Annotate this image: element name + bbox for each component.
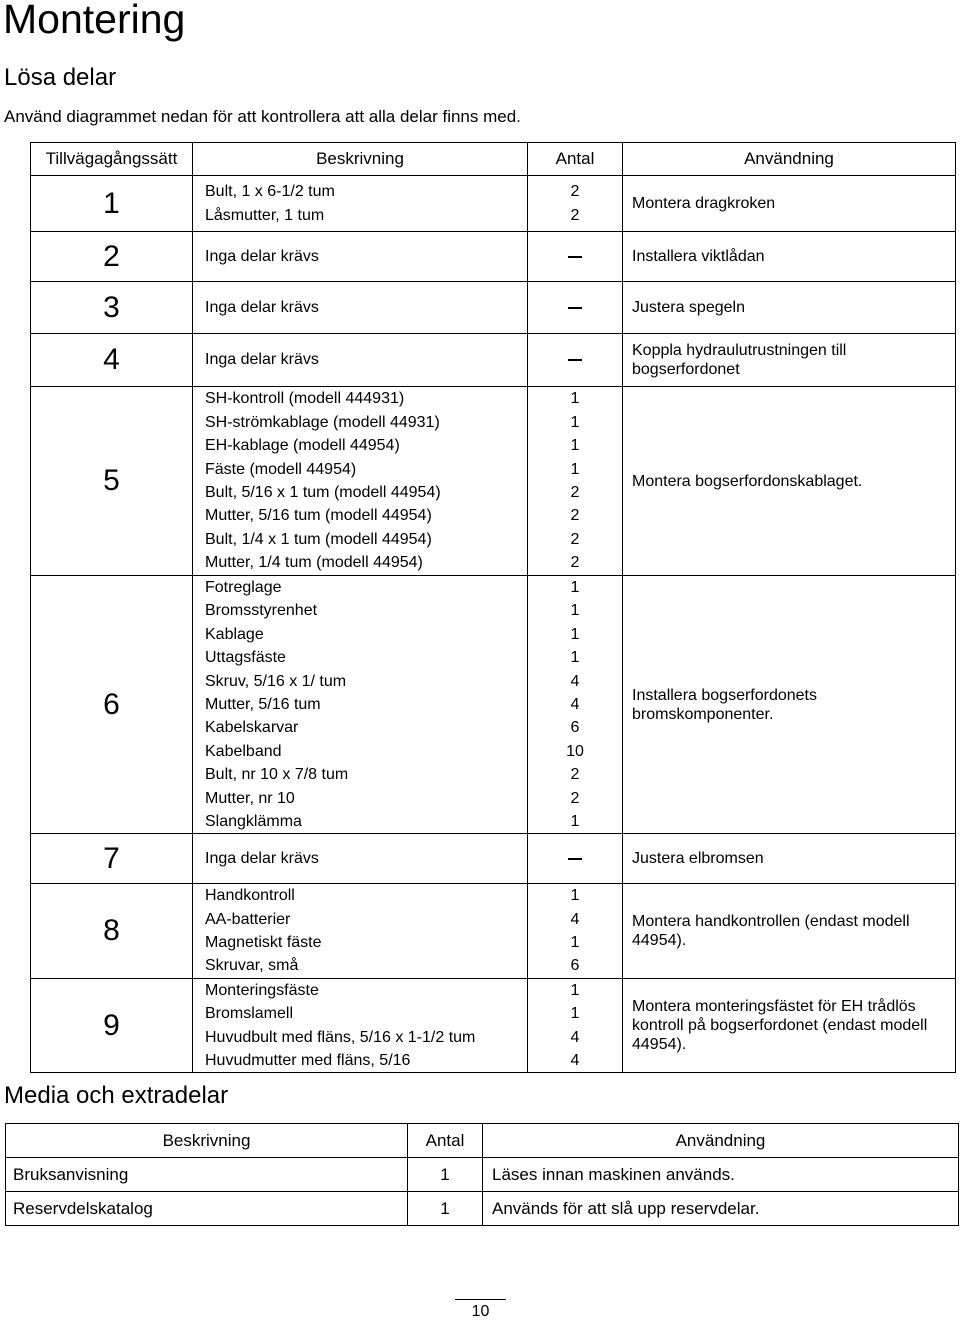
step-number: 6: [31, 576, 193, 834]
part-quantity: 1: [570, 981, 580, 999]
part-quantity-dash: [528, 296, 622, 319]
part-quantity: 4: [570, 695, 580, 713]
part-description-cell: [193, 576, 528, 834]
part-quantity-dash: [528, 245, 622, 268]
part-quantity-cell: [528, 978, 623, 1073]
part-description: Monteringsfäste: [205, 981, 319, 999]
parts-row-8: [31, 884, 956, 979]
part-quantity: 1: [570, 1005, 580, 1023]
media-header-description: Beskrivning: [6, 1124, 408, 1158]
part-quantity: 1: [570, 413, 580, 431]
usage-text: Montera handkontrollen (endast modell 44954).: [623, 884, 956, 979]
dash-mark: [568, 256, 582, 258]
header-usage: Användning: [623, 143, 956, 176]
part-description: Inga delar krävs: [205, 351, 319, 369]
part-description: EH-kablage (modell 44954): [205, 437, 400, 455]
media-table: [5, 1123, 959, 1226]
media-row: [6, 1158, 959, 1192]
step-number: 8: [31, 884, 193, 979]
parts-row-3: [31, 282, 956, 334]
media-usage: Används för att slå upp reservdelar.: [483, 1192, 959, 1226]
dash-mark: [568, 858, 582, 860]
part-description-cell: [193, 334, 528, 387]
part-description-cell: [193, 834, 528, 884]
part-quantity: 4: [570, 672, 580, 690]
media-header-usage: Användning: [483, 1124, 959, 1158]
part-quantity: 2: [570, 789, 580, 807]
parts-table-header-row: [31, 143, 956, 176]
media-usage: Läses innan maskinen används.: [483, 1158, 959, 1192]
part-quantity-cell: [528, 334, 623, 387]
parts-row-2: [31, 232, 956, 282]
part-quantity-dash: [528, 847, 622, 870]
part-quantity-cell: [528, 834, 623, 884]
media-quantity: 1: [408, 1192, 483, 1226]
part-description: Bromslamell: [205, 1005, 294, 1023]
part-description: Uttagsfäste: [205, 649, 286, 667]
part-quantity: 4: [570, 1028, 580, 1046]
usage-text: Montera bogserfordonskablaget.: [623, 387, 956, 576]
part-quantity: 2: [570, 206, 580, 224]
parts-row-7: [31, 834, 956, 884]
dash-mark: [568, 359, 582, 361]
part-description: Mutter, 5/16 tum (modell 44954): [205, 507, 432, 525]
part-quantity: 1: [570, 812, 580, 830]
part-description-cell: [193, 884, 528, 979]
part-quantity: 2: [570, 484, 580, 501]
part-quantity: 2: [570, 530, 580, 548]
part-description: Bromsstyrenhet: [205, 602, 318, 620]
section-heading-loose-parts: Lösa delar: [4, 64, 117, 91]
section-heading-media: Media och extradelar: [4, 1082, 229, 1109]
part-quantity-cell: [528, 884, 623, 979]
part-description: Huvudbult med fläns, 5/16 x 1-1/2 tum: [205, 1028, 476, 1046]
part-description-cell: [193, 387, 528, 576]
part-quantity: 4: [570, 910, 580, 928]
part-quantity: 1: [570, 579, 580, 596]
step-number: 5: [31, 387, 193, 576]
parts-row-6: [31, 576, 956, 834]
part-description: Handkontroll: [205, 887, 295, 905]
part-quantity-cell: [528, 387, 623, 576]
part-quantity: 6: [570, 719, 580, 737]
footer-rule: [455, 1299, 506, 1300]
part-description: Inga delar krävs: [205, 850, 319, 868]
media-description: Reservdelskatalog: [6, 1192, 408, 1226]
parts-table: [30, 142, 956, 1073]
part-quantity: 1: [570, 649, 580, 667]
media-table-body: [6, 1158, 959, 1226]
header-quantity: Antal: [528, 143, 623, 176]
part-description: Mutter, nr 10: [205, 789, 295, 807]
media-row: [6, 1192, 959, 1226]
usage-text: Installera bogserfordonets bromskomponenter.: [623, 576, 956, 834]
media-table-header-row: [6, 1124, 959, 1158]
part-description: Låsmutter, 1 tum: [205, 206, 325, 224]
part-quantity: 1: [570, 390, 580, 408]
part-quantity: 10: [566, 742, 584, 760]
part-description: AA-batterier: [205, 910, 291, 928]
part-description-cell: [193, 282, 528, 334]
part-description: Inga delar krävs: [205, 247, 319, 265]
part-quantity: 2: [570, 183, 580, 201]
usage-text: Justera spegeln: [623, 282, 956, 334]
part-description-cell: [193, 176, 528, 232]
part-quantity: 1: [570, 437, 580, 455]
header-procedure: Tillvägagångssätt: [31, 143, 193, 176]
usage-text: Justera elbromsen: [623, 834, 956, 884]
part-description: Mutter, 5/16 tum: [205, 695, 321, 713]
part-quantity: 1: [570, 602, 580, 620]
part-description: Magnetiskt fäste: [205, 934, 322, 952]
part-quantity: 1: [570, 625, 580, 643]
parts-row-5: [31, 387, 956, 576]
part-quantity: 1: [570, 887, 580, 905]
parts-row-1: [31, 176, 956, 232]
part-quantity-cell: [528, 232, 623, 282]
part-description: Bult, 1/4 x 1 tum (modell 44954): [205, 530, 432, 548]
usage-text: Installera viktlådan: [623, 232, 956, 282]
part-description: Huvudmutter med fläns, 5/16: [205, 1052, 411, 1070]
part-quantity: 2: [570, 554, 580, 572]
usage-text: Koppla hydraulutrustningen till bogserfordonet: [623, 334, 956, 387]
step-number: 3: [31, 282, 193, 334]
part-description-cell: [193, 978, 528, 1073]
part-description-cell: [193, 232, 528, 282]
media-description: Bruksanvisning: [6, 1158, 408, 1192]
step-number: 1: [31, 176, 193, 232]
part-quantity-cell: [528, 576, 623, 834]
part-description: Inga delar krävs: [205, 298, 319, 316]
parts-table-body: [31, 176, 956, 1073]
part-description: Bult, 1 x 6-1/2 tum: [205, 183, 335, 201]
part-quantity: 6: [570, 957, 580, 975]
step-number: 7: [31, 834, 193, 884]
part-quantity-cell: [528, 282, 623, 334]
header-description: Beskrivning: [193, 143, 528, 176]
part-description: Kabelband: [205, 742, 282, 760]
part-quantity: 4: [570, 1052, 580, 1070]
part-description: Skruvar, små: [205, 957, 299, 975]
part-description: Fäste (modell 44954): [205, 460, 357, 478]
dash-mark: [568, 307, 582, 309]
step-number: 4: [31, 334, 193, 387]
part-quantity: 1: [570, 460, 580, 478]
part-quantity: 1: [570, 934, 580, 952]
part-description: Kabelskarvar: [205, 719, 299, 737]
part-description: SH-strömkablage (modell 44931): [205, 413, 440, 431]
part-description: Kablage: [205, 625, 264, 643]
part-quantity: 2: [570, 507, 580, 525]
media-quantity: 1: [408, 1158, 483, 1192]
page-title: Montering: [3, 0, 186, 42]
part-description: Bult, nr 10 x 7/8 tum: [205, 766, 349, 784]
media-header-quantity: Antal: [408, 1124, 483, 1158]
part-description: Mutter, 1/4 tum (modell 44954): [205, 554, 423, 572]
part-quantity-dash: [528, 348, 622, 371]
usage-text: Montera dragkroken: [623, 176, 956, 232]
step-number: 2: [31, 232, 193, 282]
part-description: Skruv, 5/16 x 1/ tum: [205, 672, 347, 690]
part-description: Fotreglage: [205, 579, 282, 596]
page-number: 10: [471, 1303, 490, 1320]
part-description: Bult, 5/16 x 1 tum (modell 44954): [205, 484, 441, 501]
usage-text: Montera monteringsfästet för EH trådlös kontroll på bogserfordonet (endast modell 44954).: [623, 978, 956, 1073]
part-quantity-cell: [528, 176, 623, 232]
part-description: SH-kontroll (modell 444931): [205, 390, 405, 408]
part-description: Slangklämma: [205, 812, 302, 830]
intro-text: Använd diagrammet nedan för att kontrollera att alla delar finns med.: [4, 107, 521, 126]
part-quantity: 2: [570, 766, 580, 784]
parts-row-4: [31, 334, 956, 387]
parts-row-9: [31, 978, 956, 1073]
step-number: 9: [31, 978, 193, 1073]
